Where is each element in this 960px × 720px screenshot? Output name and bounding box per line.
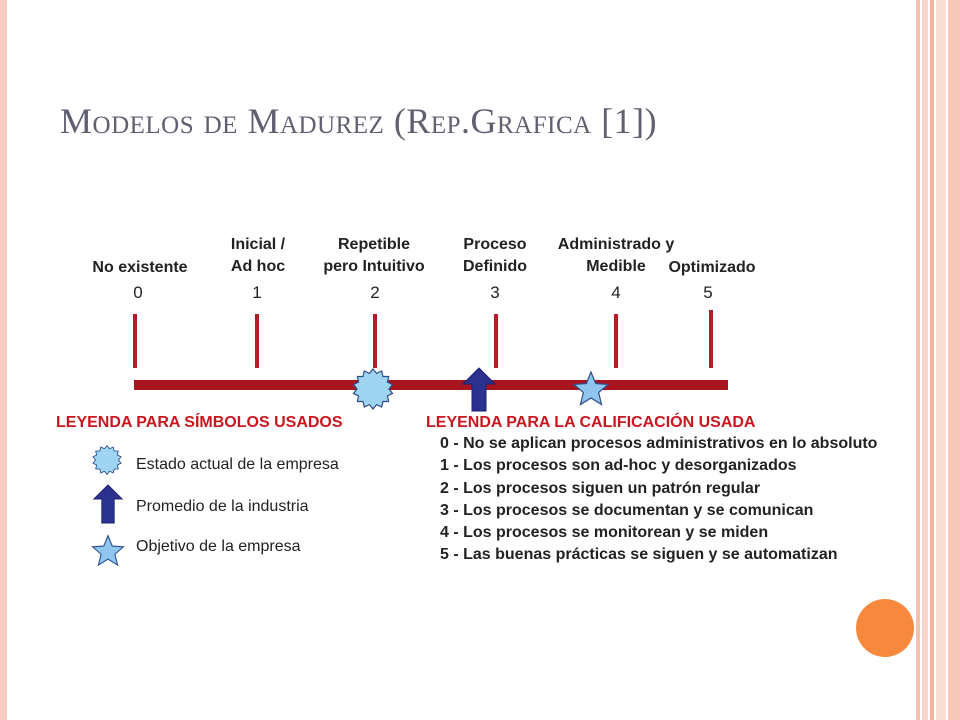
level-1-label: Inicial / Ad hoc [230, 236, 286, 275]
level-5-number: 5 [703, 283, 713, 302]
rating-item-0: 0 - No se aplican procesos administrativos en lo absoluto [440, 435, 878, 452]
rating-item-3: 3 - Los procesos se documentan y se comunican [440, 502, 814, 519]
level-5-tick [709, 310, 713, 368]
level-2-number: 2 [370, 283, 380, 302]
level-0-number: 0 [133, 283, 143, 302]
legend-up-arrow-icon [92, 484, 124, 524]
level-3-tick [494, 314, 498, 368]
rating-item-1: 1 - Los procesos son ad-hoc y desorganizados [440, 457, 797, 474]
legend-star-icon [90, 532, 126, 570]
level-4-label: Administrado y Medible [557, 236, 675, 275]
level-3-label: Proceso Definido [463, 236, 527, 275]
industry-average-up-arrow-icon [462, 367, 496, 412]
level-0-label: No existente [92, 259, 188, 276]
level-4-number: 4 [611, 283, 621, 302]
legend-item-current-state: Estado actual de la empresa [136, 456, 339, 473]
rating-item-5: 5 - Las buenas prácticas se siguen y se automatizan [440, 546, 838, 563]
level-0-tick [133, 314, 137, 368]
maturity-scale-bar [134, 380, 728, 390]
rating-item-2: 2 - Los procesos siguen un patrón regular [440, 480, 761, 497]
legend-item-company-target: Objetivo de la empresa [136, 538, 301, 555]
rating-item-4: 4 - Los procesos se monitorean y se miden [440, 524, 769, 541]
level-1-tick [255, 314, 259, 368]
legend-rating-title: LEYENDA PARA LA CALIFICACIÓN USADA [426, 414, 756, 431]
legend-burst-icon [91, 442, 123, 478]
company-target-star-icon [572, 368, 610, 410]
level-3-number: 3 [490, 283, 500, 302]
level-4-tick [614, 314, 618, 368]
legend-item-industry-average: Promedio de la industria [136, 498, 309, 515]
level-5-label: Optimizado [668, 259, 756, 276]
level-2-tick [373, 314, 377, 368]
level-2-label: Repetible pero Intuitivo [323, 236, 425, 275]
current-state-burst-icon [352, 364, 394, 414]
page-title: Modelos de Madurez (Rep.Grafica [1]) [60, 101, 658, 141]
level-1-number: 1 [252, 283, 262, 302]
legend-symbols-title: LEYENDA PARA SÍMBOLOS USADOS [56, 414, 343, 431]
